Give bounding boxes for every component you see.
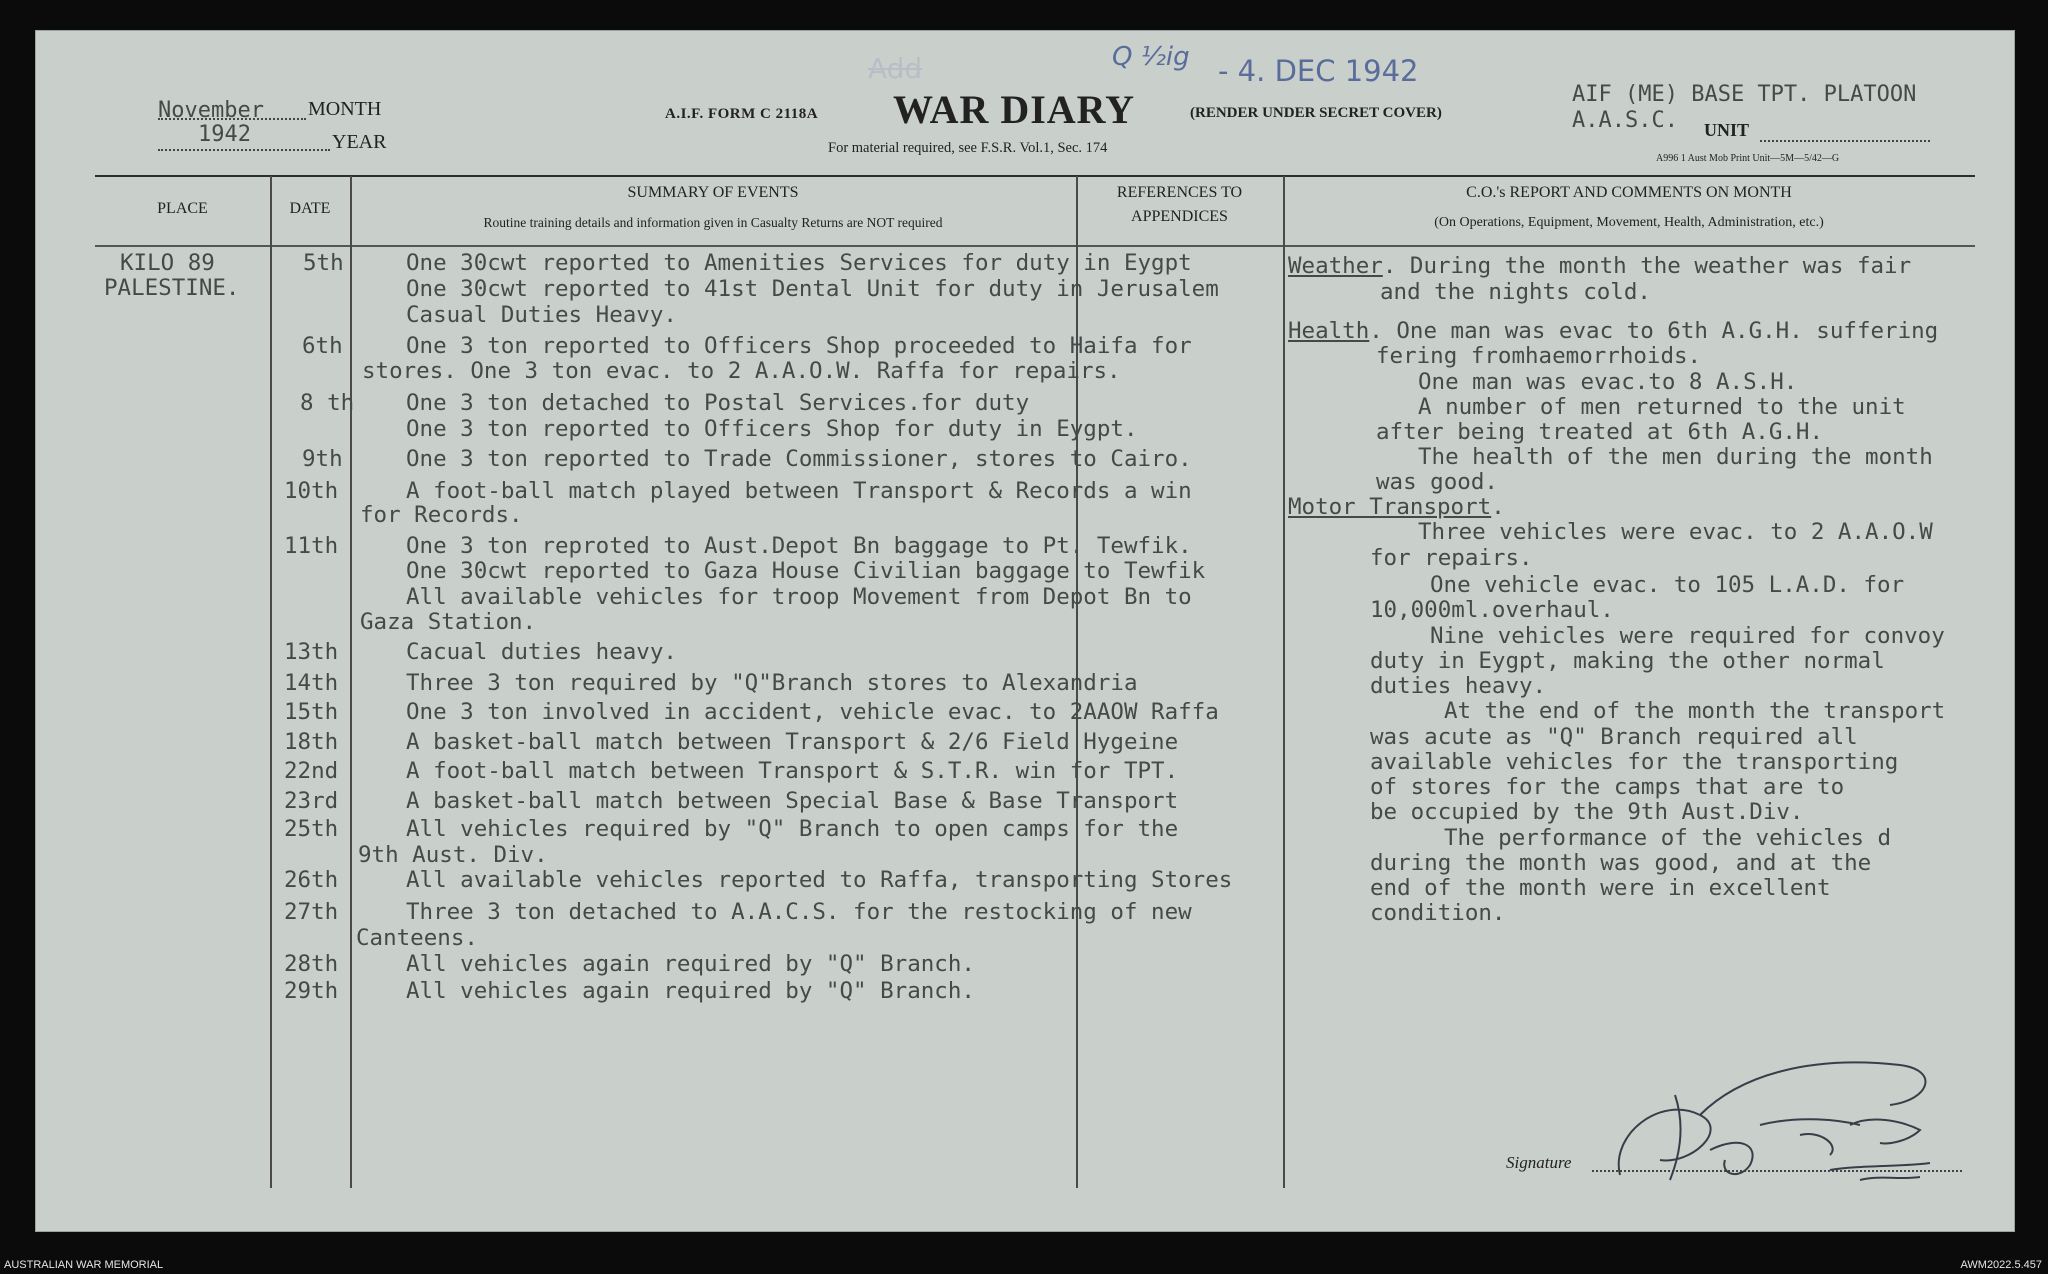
column-header-summary-note: Routine training details and information given in Casualty Returns are NOT required	[483, 215, 943, 230]
signature-label: Signature	[1506, 1153, 1572, 1172]
health-line: One man was evac.to 8 A.S.H.	[1418, 369, 1798, 395]
material-note: For material required, see F.S.R. Vol.1, Sec. 174	[828, 140, 1108, 156]
summary-line: A foot-ball match between Transport & S.T.R. win for TPT.	[406, 758, 1179, 784]
summary-line: A basket-ball match between Special Base & Base Transport	[406, 788, 1179, 814]
date-25th: 25th	[284, 816, 339, 842]
struck-annotation: Add	[868, 52, 923, 85]
weather-text: . During the month the weather was fair	[1382, 253, 1912, 279]
summary-line: All available vehicles reported to Raffa, transporting Stores	[406, 867, 1233, 893]
summary-line: Cacual duties heavy.	[406, 639, 677, 665]
motor-line: of stores for the camps that are to	[1370, 774, 1845, 800]
date-9th: 9th	[302, 446, 343, 472]
column-header-co-report: C.O.'s REPORT AND COMMENTS ON MONTH	[1466, 184, 1792, 201]
summary-line: for Records.	[360, 502, 523, 528]
summary-line: 9th Aust. Div.	[358, 842, 548, 868]
year-value: 1942	[198, 122, 251, 147]
year-dotted-line	[158, 149, 330, 151]
received-initials: Q ½ig	[1112, 42, 1190, 72]
column-divider-date	[350, 176, 352, 1188]
motor-line: duty in Eygpt, making the other normal	[1370, 648, 1885, 674]
date-18th: 18th	[284, 729, 339, 755]
health-line: was good.	[1376, 469, 1498, 495]
secret-note: (RENDER UNDER SECRET COVER)	[1190, 105, 1442, 121]
summary-line: All vehicles again required by "Q" Branch.	[406, 978, 975, 1004]
motor-line: be occupied by the 9th Aust.Div.	[1370, 799, 1804, 825]
weather-line-1	[1288, 253, 1911, 279]
column-header-place: PLACE	[157, 200, 208, 217]
motor-line: available vehicles for the transporting	[1370, 749, 1899, 775]
summary-line: Three 3 ton detached to A.A.C.S. for the restocking of new	[406, 899, 1192, 925]
summary-line: One 30cwt reported to Amenities Services for duty in Eygpt	[406, 250, 1192, 276]
summary-line: All vehicles required by "Q" Branch to open camps for the	[406, 816, 1179, 842]
motor-line: during the month was good, and at the	[1370, 850, 1872, 876]
date-10th: 10th	[284, 478, 339, 504]
unit-dotted-line	[1760, 140, 1930, 142]
column-header-references-line1: REFERENCES TO	[1116, 184, 1243, 201]
column-header-summary: SUMMARY OF EVENTS	[627, 184, 799, 201]
motor-line: end of the month were in excellent	[1370, 875, 1831, 901]
page-title: WAR DIARY	[893, 87, 1136, 132]
summary-line: Three 3 ton required by "Q"Branch stores to Alexandria	[406, 670, 1138, 696]
received-date-stamp: - 4. DEC 1942	[1218, 54, 1419, 88]
header-rule-top	[95, 175, 1975, 177]
health-line: A number of men returned to the unit	[1418, 394, 1906, 420]
column-header-date: DATE	[289, 200, 331, 217]
summary-line: One 3 ton detached to Postal Services.for duty	[406, 390, 1030, 416]
motor-line: At the end of the month the transport	[1444, 698, 1946, 724]
health-line: The health of the men during the month	[1418, 444, 1933, 470]
place-line-2: PALESTINE.	[104, 275, 240, 301]
summary-line: One 30cwt reported to 41st Dental Unit for duty in Jerusalem	[406, 276, 1219, 302]
handwritten-signature	[1600, 1055, 1980, 1195]
date-15th: 15th	[284, 699, 339, 725]
motor-transport-heading: Motor Transport	[1288, 494, 1492, 520]
date-11th: 11th	[284, 533, 339, 559]
health-heading: Health	[1288, 318, 1370, 344]
date-8th: 8 th	[300, 390, 355, 416]
date-6th: 6th	[302, 333, 343, 359]
health-line: after being treated at 6th A.G.H.	[1376, 419, 1824, 445]
motor-line: The performance of the vehicles d	[1444, 825, 1892, 851]
summary-line: One 30cwt reported to Gaza House Civilian baggage to Tewfik	[406, 558, 1206, 584]
motor-transport-line-1	[1288, 494, 1505, 520]
health-line: fering fromhaemorrhoids.	[1376, 343, 1702, 369]
summary-line: All vehicles again required by "Q" Branch.	[406, 951, 975, 977]
summary-line: One 3 ton reported to Officers Shop for duty in Eygpt.	[406, 416, 1138, 442]
date-26th: 26th	[284, 867, 339, 893]
motor-line: duties heavy.	[1370, 673, 1547, 699]
health-text: . One man was evac to 6th A.G.H. suffering	[1369, 318, 1939, 344]
date-22nd: 22nd	[284, 758, 339, 784]
motor-line: 10,000ml.overhaul.	[1370, 597, 1614, 623]
summary-line: stores. One 3 ton evac. to 2 A.A.O.W. Raffa for repairs.	[362, 358, 1121, 384]
column-divider-references	[1283, 176, 1285, 1188]
form-number: A.I.F. FORM C 2118A	[665, 106, 819, 122]
date-5th: 5th	[303, 250, 344, 276]
month-dotted-line	[158, 118, 306, 120]
date-23rd: 23rd	[284, 788, 339, 814]
column-divider-place	[270, 176, 272, 1188]
motor-line: One vehicle evac. to 105 L.A.D. for	[1430, 572, 1905, 598]
place-line-1: KILO 89	[120, 250, 215, 276]
motor-heading-end: .	[1491, 494, 1505, 520]
motor-line: was acute as "Q" Branch required all	[1370, 724, 1858, 750]
unit-line-1: AIF (ME) BASE TPT. PLATOON	[1572, 82, 1917, 107]
motor-line: Three vehicles were evac. to 2 A.A.O.W	[1418, 519, 1933, 545]
motor-line: condition.	[1370, 900, 1506, 926]
summary-line: A foot-ball match played between Transport & Records a win	[406, 478, 1192, 504]
motor-line: Nine vehicles were required for convoy	[1430, 623, 1945, 649]
month-value: November	[158, 98, 264, 123]
weather-heading: Weather	[1288, 253, 1383, 279]
date-28th: 28th	[284, 951, 339, 977]
unit-line-2: A.A.S.C.	[1572, 108, 1678, 133]
archive-reference: AWM2022.5.457	[1960, 1259, 2042, 1271]
health-line-1	[1288, 318, 1938, 344]
month-label: MONTH	[308, 98, 382, 120]
summary-line: Canteens.	[356, 925, 478, 951]
summary-line: One 3 ton reported to Officers Shop proceeded to Haifa for	[406, 333, 1192, 359]
year-label: YEAR	[332, 131, 387, 153]
print-code: A996 1 Aust Mob Print Unit—5M—5/42—G	[1656, 153, 1840, 164]
motor-line: for repairs.	[1370, 545, 1533, 571]
archive-credit: AUSTRALIAN WAR MEMORIAL	[4, 1259, 164, 1271]
summary-line: One 3 ton reproted to Aust.Depot Bn baggage to Pt. Tewfik.	[406, 533, 1192, 559]
column-header-references-line2: APPENDICES	[1131, 208, 1228, 225]
date-13th: 13th	[284, 639, 339, 665]
date-14th: 14th	[284, 670, 339, 696]
weather-line-2: and the nights cold.	[1380, 279, 1651, 305]
summary-line: One 3 ton involved in accident, vehicle evac. to 2AAOW Raffa	[406, 699, 1219, 725]
summary-line: All available vehicles for troop Movement from Depot Bn to	[406, 584, 1192, 610]
summary-line: A basket-ball match between Transport & 2/6 Field Hygeine	[406, 729, 1179, 755]
header-rule-bottom	[95, 245, 1975, 247]
summary-line: Gaza Station.	[360, 609, 537, 635]
summary-line: One 3 ton reported to Trade Commissioner, stores to Cairo.	[406, 446, 1192, 472]
summary-line: Casual Duties Heavy.	[406, 302, 677, 328]
date-29th: 29th	[284, 978, 339, 1004]
date-27th: 27th	[284, 899, 339, 925]
unit-label: UNIT	[1704, 120, 1750, 140]
column-header-co-note: (On Operations, Equipment, Movement, Health, Administration, etc.)	[1434, 215, 1824, 230]
